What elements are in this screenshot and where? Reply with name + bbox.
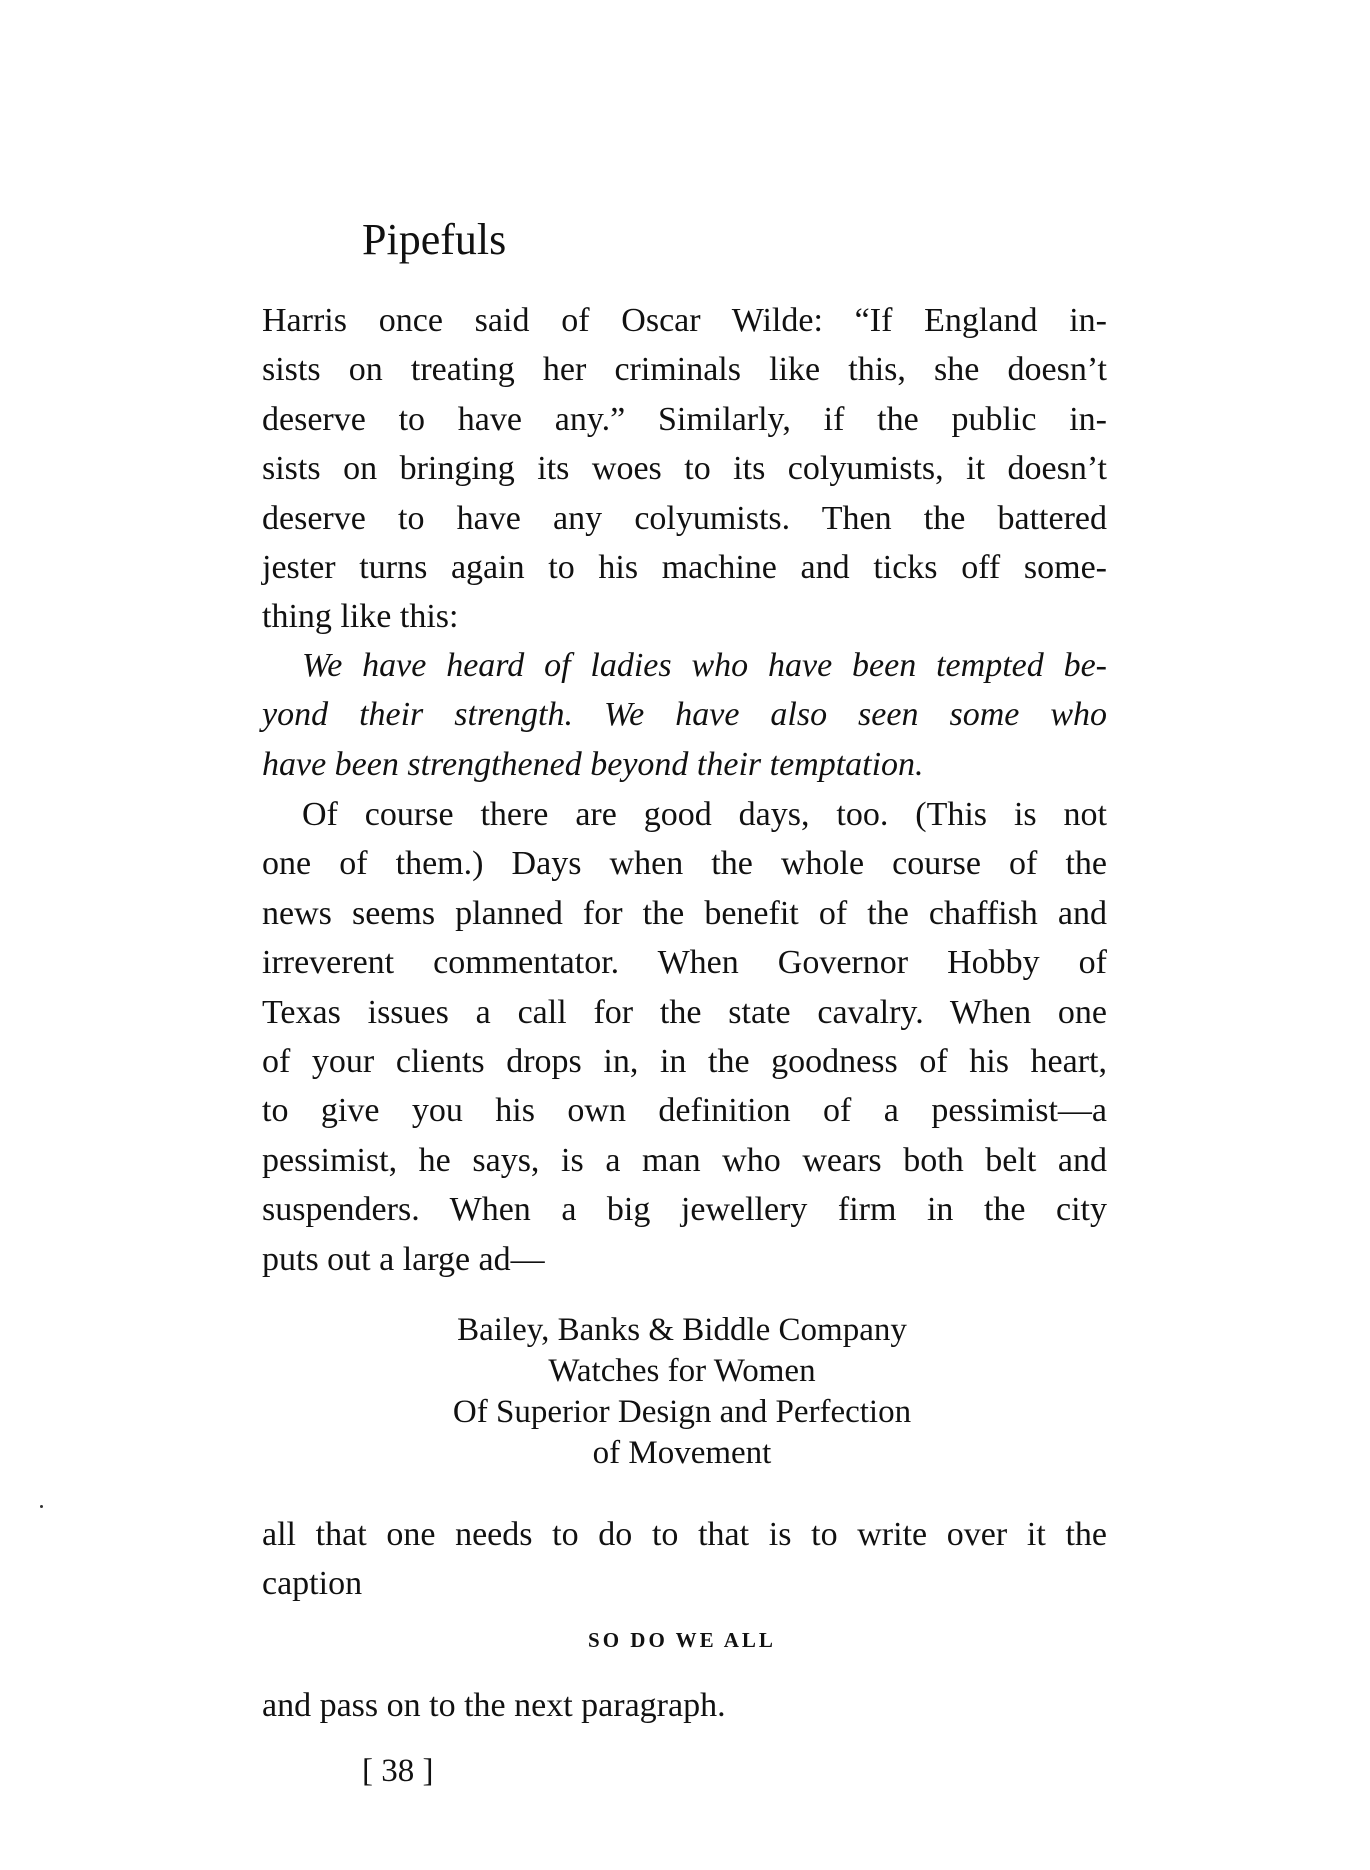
text-line: Harris once said of Oscar Wilde: “If England in- — [262, 302, 1107, 339]
text-line: and pass on to the next paragraph. — [262, 1687, 726, 1724]
page-number: [ 38 ] — [362, 1753, 434, 1789]
text-line: jester turns again to his machine and ticks off some- — [262, 548, 1107, 586]
text-line: to give you his own definition of a pessimist—a — [262, 1092, 1107, 1130]
text-line: irreverent commentator. When Governor Hobby of — [262, 944, 1107, 982]
text-line: caption — [262, 1565, 363, 1603]
text-line: sists on bringing its woes to its colyumists, it doesn’t — [262, 450, 1107, 488]
ad-line: Bailey, Banks & Biddle Company — [457, 1312, 907, 1348]
text-line: Texas issues a call for the state cavalry. When one — [262, 993, 1107, 1031]
text-line: deserve to have any colyumists. Then the battered — [262, 499, 1107, 537]
text-line: Of course there are good days, too. (This is not — [302, 796, 1107, 833]
text-line: puts out a large ad— — [262, 1240, 545, 1278]
text-line: suspenders. When a big jewellery firm in the city — [262, 1191, 1107, 1229]
text-line: news seems planned for the benefit of the chaffish and — [262, 894, 1107, 932]
ad-line: of Movement — [592, 1435, 772, 1471]
paragraph-3 — [262, 1510, 1107, 1609]
text-line: yond their strength. We have also seen some who — [262, 696, 1107, 734]
text-line: We have heard of ladies who have been tempted be- — [302, 647, 1107, 684]
paragraph-4 — [262, 1681, 1107, 1730]
ad-line: Watches for Women — [548, 1353, 816, 1389]
paragraph-2 — [262, 790, 1107, 1284]
paragraph-1 — [262, 296, 1107, 642]
text-line: of your clients drops in, in the goodness of his heart, — [262, 1042, 1107, 1080]
text-line: deserve to have any.” Similarly, if the public in- — [262, 400, 1107, 438]
text-line: have been strengthened beyond their temptation. — [262, 745, 924, 783]
text-line: pessimist, he says, is a man who wears both belt and — [262, 1141, 1107, 1179]
text-line: thing like this: — [262, 598, 459, 636]
text-line: all that one needs to do to that is to write over it the — [262, 1516, 1107, 1553]
text-line: one of them.) Days when the whole course of the — [262, 845, 1107, 883]
ad-line: Of Superior Design and Perfection — [452, 1394, 912, 1430]
advertisement-block — [362, 1310, 1002, 1474]
caption: SO DO WE ALL — [588, 1628, 776, 1652]
running-head: Pipefuls — [362, 215, 507, 264]
italic-quote — [262, 641, 1107, 789]
scan-speck — [40, 1505, 43, 1508]
text-line: sists on treating her criminals like this, she doesn’t — [262, 351, 1107, 389]
